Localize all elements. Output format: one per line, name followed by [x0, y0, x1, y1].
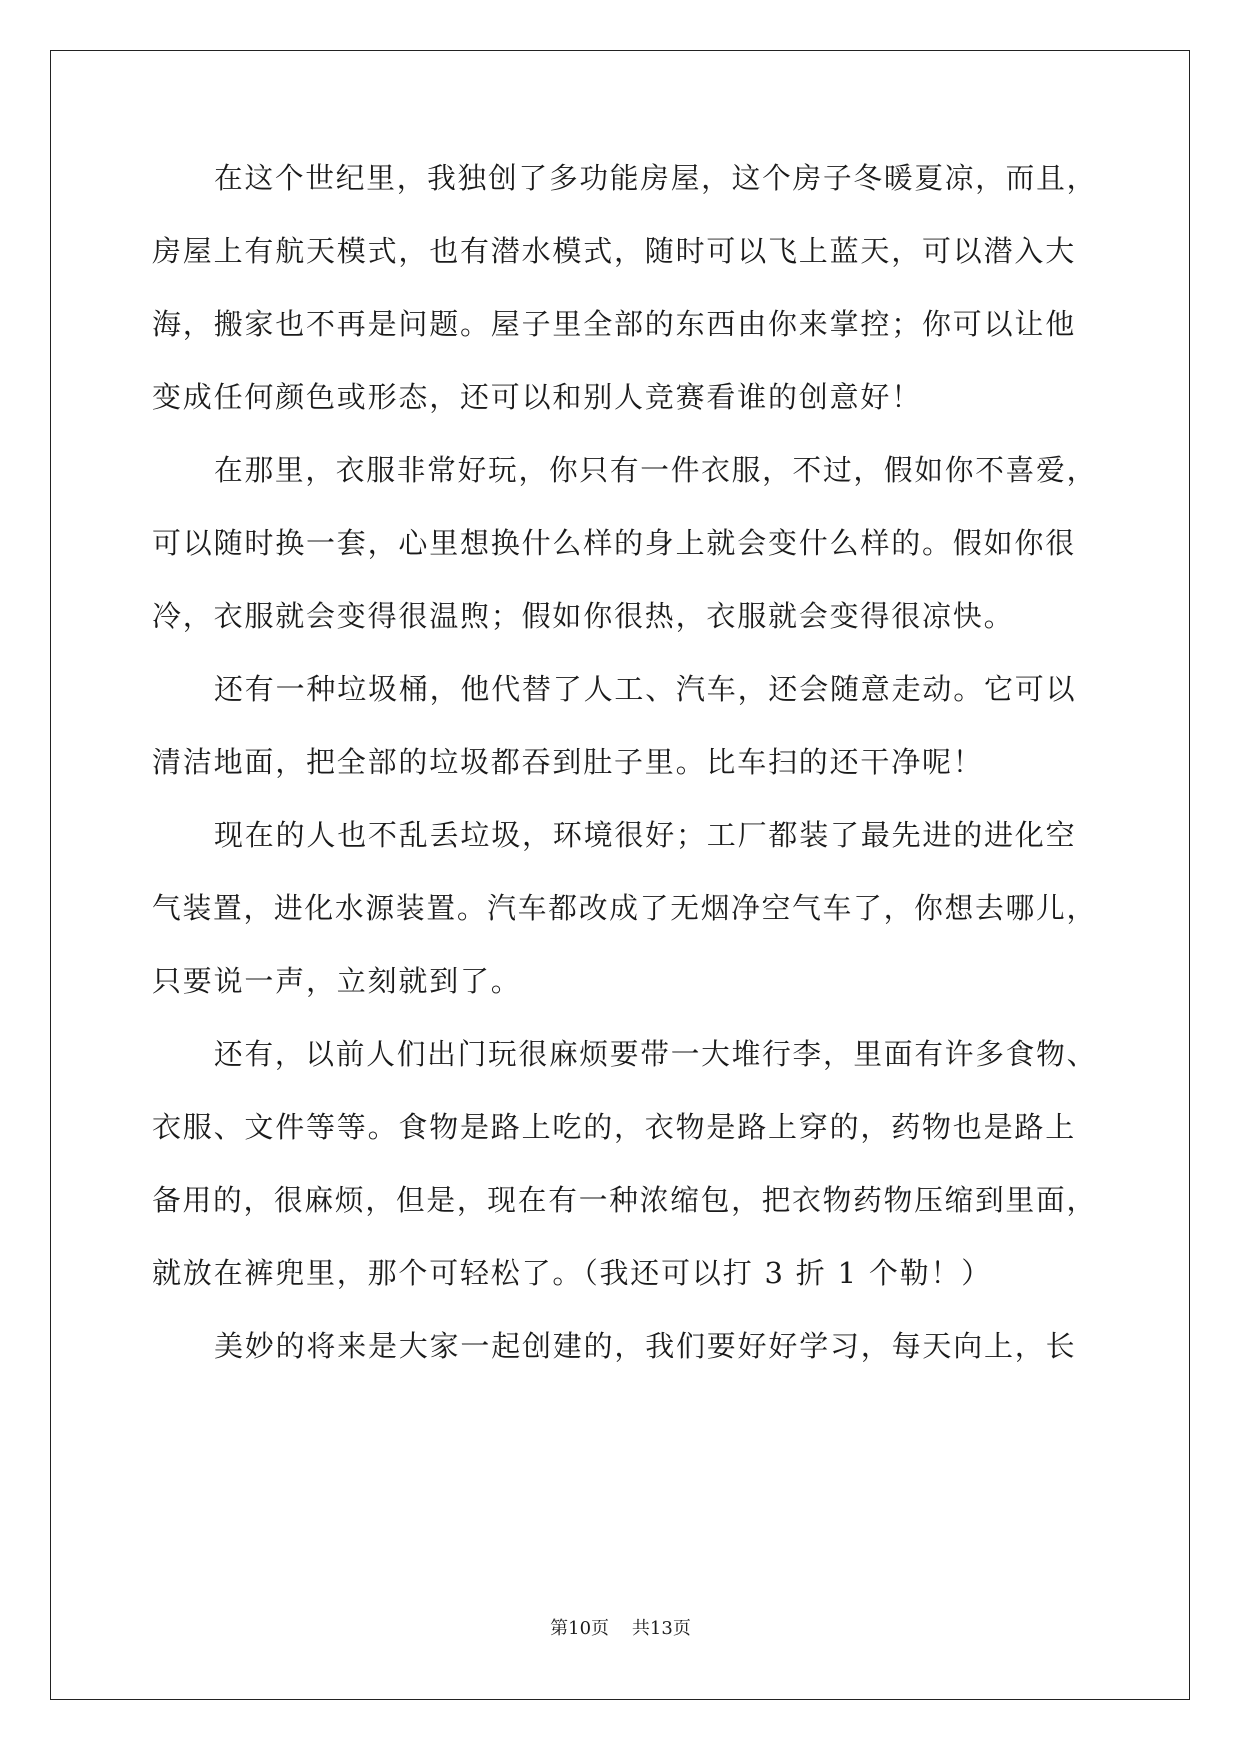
paragraph-5-line-2: 衣服、文件等等。食物是路上吃的，衣物是路上穿的，药物也是路上 — [152, 1110, 1077, 1144]
paragraph-3-line-2: 清洁地面，把全部的垃圾都吞到肚子里。比车扫的还干净呢！ — [152, 745, 984, 779]
page-number-footer: 第10页 共13页 — [550, 1618, 691, 1639]
paragraph-1-line-1: 在这个世纪里，我独创了多功能房屋，这个房子冬暖夏凉，而且， — [214, 161, 1098, 195]
paragraph-6-line-1: 美妙的将来是大家一起创建的，我们要好好学习，每天向上，长 — [214, 1329, 1077, 1363]
paragraph-2-line-2: 可以随时换一套，心里想换什么样的身上就会变什么样的。假如你很 — [152, 526, 1077, 560]
paragraph-1-line-3: 海，搬家也不再是问题。屋子里全部的东西由你来掌控；你可以让他 — [152, 307, 1077, 341]
paragraph-5-line-1: 还有，以前人们出门玩很麻烦要带一大堆行李，里面有许多食物、 — [214, 1037, 1098, 1071]
paragraph-2-line-3: 冷，衣服就会变得很温煦；假如你很热，衣服就会变得很凉快。 — [152, 599, 1015, 633]
paragraph-1-line-4: 变成任何颜色或形态，还可以和别人竞赛看谁的创意好！ — [152, 380, 923, 414]
paragraph-4-line-1: 现在的人也不乱丢垃圾，环境很好；工厂都装了最先进的进化空 — [214, 818, 1077, 852]
paragraph-5-line-4: 就放在裤兜里，那个可轻松了。（我还可以打 3 折 1 个勒！） — [152, 1256, 993, 1290]
paragraph-4-line-2: 气装置，进化水源装置。汽车都改成了无烟净空气车了，你想去哪儿， — [152, 891, 1097, 925]
paragraph-1-line-2: 房屋上有航天模式，也有潜水模式，随时可以飞上蓝天，可以潜入大 — [152, 234, 1077, 268]
page-border — [50, 50, 1190, 1700]
paragraph-2-line-1: 在那里，衣服非常好玩，你只有一件衣服，不过，假如你不喜爱， — [214, 453, 1098, 487]
paragraph-5-line-3: 备用的，很麻烦，但是，现在有一种浓缩包，把衣物药物压缩到里面， — [152, 1183, 1097, 1217]
paragraph-3-line-1: 还有一种垃圾桶，他代替了人工、汽车，还会随意走动。它可以 — [214, 672, 1077, 706]
paragraph-4-line-3: 只要说一声，立刻就到了。 — [152, 964, 522, 998]
